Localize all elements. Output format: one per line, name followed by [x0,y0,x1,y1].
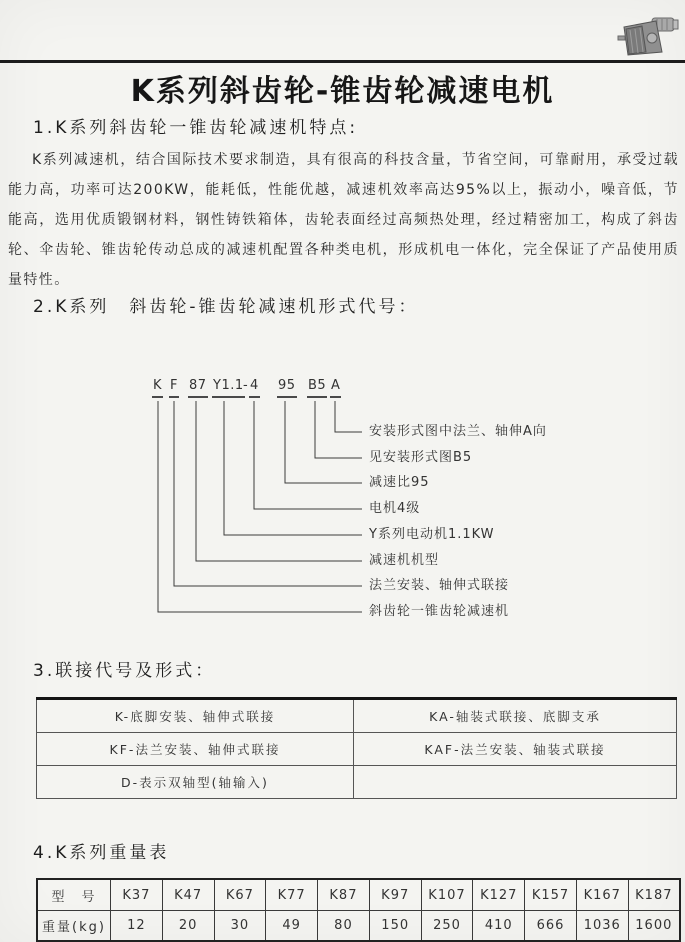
weight-value-cell: 410 [473,911,525,942]
connection-cell: D-表示双轴型(轴输入) [37,766,354,799]
code-part: 4 [249,378,260,398]
code-part: A [330,378,341,398]
weight-header-cell: K77 [266,879,318,911]
section3-heading: 3.联接代号及形式： [33,661,216,681]
table-row [37,699,677,733]
connector-line [158,401,362,612]
section1-heading: 1.K系列斜齿轮一锥齿轮减速机特点: [33,118,359,138]
weight-value-cell: 30 [214,911,266,942]
code-label: 法兰安装、轴伸式联接 [369,578,510,593]
weight-header-cell: K37 [111,879,163,911]
connector-line [196,401,362,561]
table-row [37,733,677,766]
weight-header-cell: K87 [318,879,370,911]
table-row [37,766,677,799]
weight-header-row [37,879,680,911]
weight-header-cell: K167 [576,879,628,911]
header-divider-line [0,60,685,63]
weight-value-cell: 49 [266,911,318,942]
connection-cell: KAF-法兰安装、轴装式联接 [354,733,677,766]
weight-header-cell: 型 号 [37,879,111,911]
connection-cell: K-底脚安装、轴伸式联接 [37,699,354,733]
weight-value-cell: 1600 [628,911,680,942]
code-label: 安装形式图中法兰、轴伸A向 [369,424,547,439]
code-part: 95 [277,378,297,398]
connection-cell: KF-法兰安装、轴伸式联接 [37,733,354,766]
code-label: Y系列电动机1.1KW [369,527,495,542]
weight-header-cell: K107 [421,879,473,911]
weight-header-cell: K97 [369,879,421,911]
code-label: 减速机机型 [369,553,440,568]
connection-cell: KA-轴装式联接、底脚支承 [354,699,677,733]
weight-value-cell: 12 [111,911,163,942]
weight-value-cell: 80 [318,911,370,942]
gear-motor-image [616,12,680,58]
code-label: 电机4级 [369,501,421,516]
connection-code-table [36,697,677,799]
features-paragraph: K系列减速机，结合国际技术要求制造，具有很高的科技含量，节省空间，可靠耐用，承受过载能力高，功率可达200KW，能耗低，性能优越，减速机效率高达95%以上，振动小，噪音低，节能高，选用优质锻钢材料，钢性铸铁箱体，齿轮表面经过高频热处理，经过精密加工，构成了斜齿轮、伞齿轮、锥齿轮传动总成的减速机配置各种类电机，形成机电一体化，完全保证了产品使用质量特性。 [8,152,679,288]
weight-value-cell: 150 [369,911,421,942]
connector-line [224,401,362,535]
connector-line [315,401,362,458]
connector-line [254,401,362,509]
weight-value-cell: 666 [525,911,577,942]
connector-line [285,401,362,483]
weight-value-cell: 1036 [576,911,628,942]
section4-heading: 4.K系列重量表 [33,843,170,863]
weight-header-cell: K47 [162,879,214,911]
code-part: - [243,378,249,393]
weight-header-cell: K157 [525,879,577,911]
code-label: 斜齿轮一锥齿轮减速机 [369,604,510,619]
code-part: 87 [188,378,208,398]
code-part: B5 [307,378,327,398]
code-label: 见安装形式图B5 [369,450,473,465]
section2-heading: 2.K系列 斜齿轮-锥齿轮减速机形式代号： [33,297,419,317]
weight-value-cell: 250 [421,911,473,942]
connector-line [174,401,362,586]
weight-data-row [37,911,680,942]
connection-cell [354,766,677,799]
code-part: Y1.1 [212,378,245,398]
code-label: 减速比95 [369,475,430,490]
connector-line [335,401,362,432]
weight-header-cell: K187 [628,879,680,911]
code-part: F [169,378,179,398]
page-title: K系列斜齿轮-锥齿轮减速电机 [130,74,555,109]
weight-table [36,878,681,942]
weight-header-cell: K67 [214,879,266,911]
weight-header-cell: K127 [473,879,525,911]
code-part: K [152,378,163,398]
weight-value-cell: 20 [162,911,214,942]
weight-row-label: 重量(kg) [37,911,111,942]
